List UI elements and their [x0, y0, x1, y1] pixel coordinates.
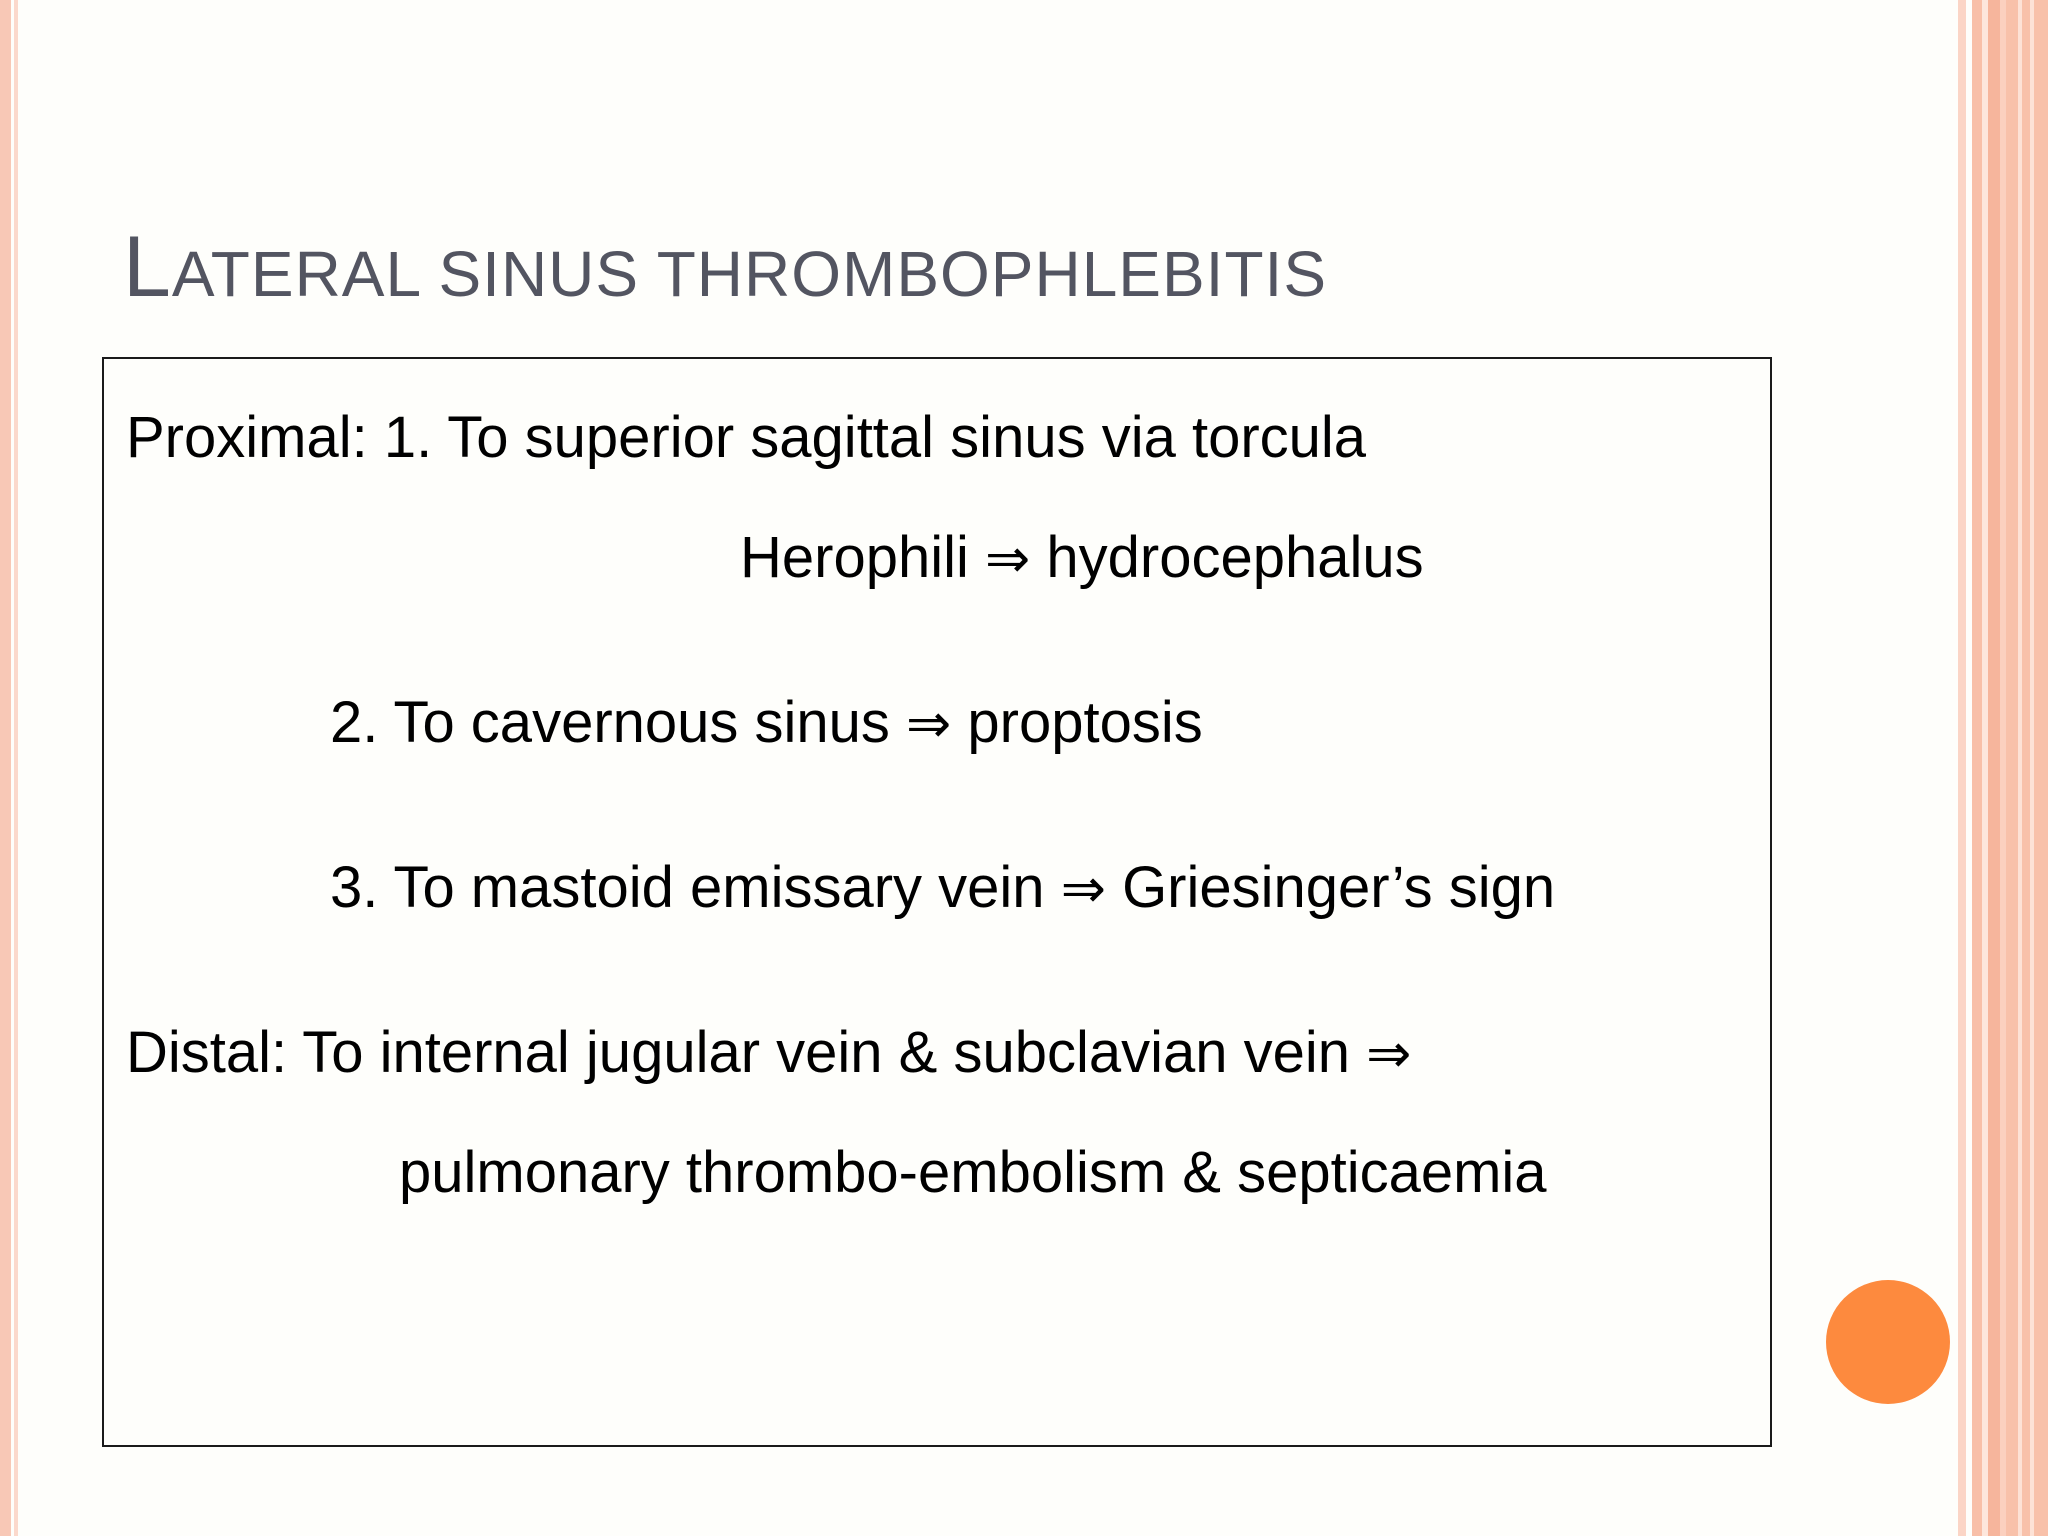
- implies-arrow-icon: ⇒: [985, 527, 1031, 590]
- implies-arrow-icon: ⇒: [1060, 857, 1106, 920]
- proximal-line-2: [330, 690, 1203, 755]
- right-stripe: [2006, 0, 2048, 1536]
- distal-cause: Distal: To internal jugular vein & subclavian vein: [126, 1020, 1351, 1085]
- proximal-3-result: Griesinger’s sign: [1122, 855, 1556, 920]
- left-decorative-stripe-inner: [14, 0, 18, 1536]
- right-stripe: [1958, 0, 1966, 1536]
- right-stripe: [1972, 0, 1982, 1536]
- slide-title-rest: ATERAL SINUS THROMBOPHLEBITIS: [171, 238, 1327, 310]
- left-decorative-stripe: [0, 0, 11, 1536]
- slide-title-initial: L: [123, 219, 172, 315]
- content-box: [102, 357, 1772, 1447]
- proximal-2-cause: 2. To cavernous sinus: [330, 690, 890, 755]
- right-stripe: [2018, 0, 2022, 1536]
- right-decorative-stripes: [1958, 0, 2048, 1536]
- right-stripe: [1988, 0, 2000, 1536]
- proximal-2-result: proptosis: [967, 690, 1203, 755]
- distal-line-1: [126, 1020, 1412, 1085]
- proximal-line-1-continuation: [740, 525, 1424, 590]
- proximal-3-cause: 3. To mastoid emissary vein: [330, 855, 1045, 920]
- right-stripe: [2030, 0, 2034, 1536]
- implies-arrow-icon: ⇒: [1366, 1022, 1412, 1085]
- proximal-1-result: hydrocephalus: [1046, 525, 1424, 590]
- orange-circle-decoration: [1826, 1280, 1950, 1404]
- proximal-1-cause: Herophili: [740, 525, 969, 590]
- distal-line-2: pulmonary thrombo-embolism & septicaemia: [399, 1140, 1547, 1205]
- proximal-line-3: [330, 855, 1556, 920]
- proximal-line-1: Proximal: 1. To superior sagittal sinus via torcula: [126, 405, 1367, 470]
- slide-title: [123, 218, 1327, 317]
- implies-arrow-icon: ⇒: [906, 692, 952, 755]
